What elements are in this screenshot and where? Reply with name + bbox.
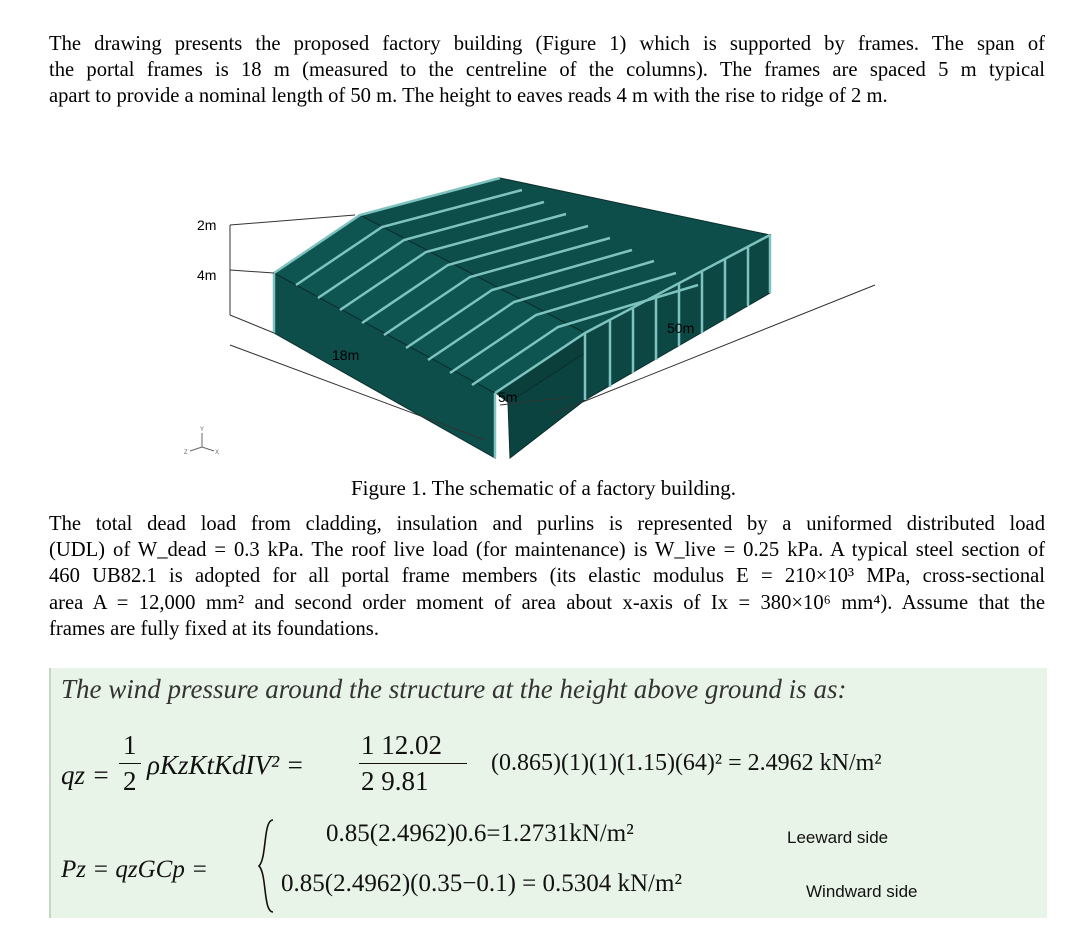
factory-building-figure bbox=[170, 175, 890, 465]
windward-label: Windward side bbox=[806, 882, 918, 901]
qz-equation bbox=[61, 730, 1041, 810]
leeward-label: Leeward side bbox=[787, 828, 889, 847]
axis-z-label: Z bbox=[184, 450, 188, 456]
loads-line: area A = 12,000 mm² and second order moment of area about x-axis of Ix = 380×10⁶ mm⁴). Assume that the bbox=[49, 591, 1045, 614]
intro-line: the portal frames is 18 m (measured to the centreline of the columns). The frames are spaced 5 m typical bbox=[49, 59, 1045, 82]
loads-line: The total dead load from cladding, insulation and purlins is represented by a uniformed distributed load bbox=[49, 513, 1045, 535]
qz-half-num: 1 bbox=[123, 730, 137, 760]
figure-caption: Figure 1. The schematic of a factory building. bbox=[350, 476, 737, 500]
intro-line: The drawing presents the proposed factory building (Figure 1) which is supported by frames. The span of bbox=[49, 33, 1045, 55]
loads-line: 460 UB82.1 is adopted for all portal frame members (its elastic modulus E = 210×10³ MPa, cross-sectional bbox=[49, 565, 1045, 588]
intro-line: apart to provide a nominal length of 50 m. The height to eaves reads 4 m with the rise to ridge of 2 m. bbox=[49, 85, 888, 108]
qz-coef-den: 2 9.81 bbox=[361, 766, 429, 796]
dim-spacing-label: 5m bbox=[498, 389, 518, 405]
pz-equation bbox=[61, 818, 1041, 918]
pz-lhs: Pz = qzGCp = bbox=[61, 856, 208, 883]
loads-paragraph bbox=[49, 511, 1045, 642]
qz-expr: ρKzKtKdIV² = bbox=[147, 750, 305, 780]
loads-line: frames are fully fixed at its foundations. bbox=[49, 617, 379, 640]
dim-ridge-label: 2m bbox=[197, 217, 217, 233]
qz-lhs: qz = bbox=[61, 760, 110, 790]
dim-eaves-label: 4m bbox=[197, 267, 217, 283]
dim-span-label: 18m bbox=[332, 347, 360, 363]
brace-icon bbox=[257, 818, 277, 914]
windward-expr: 0.85(2.4962)(0.35−0.1) = 0.5304 kN/m² bbox=[281, 870, 682, 897]
axis-triad bbox=[190, 433, 214, 451]
leeward-expr: 0.85(2.4962)0.6=1.2731kN/m² bbox=[326, 820, 634, 847]
fraction-bar bbox=[359, 763, 467, 764]
axis-x-label: X bbox=[215, 450, 220, 456]
qz-rest: (0.865)(1)(1)(1.15)(64)² = 2.4962 kN/m² bbox=[491, 750, 882, 776]
qz-half-den: 2 bbox=[123, 766, 137, 796]
dim-length-label: 50m bbox=[667, 320, 695, 336]
intro-paragraph bbox=[49, 31, 1045, 110]
fraction-bar bbox=[119, 763, 141, 764]
loads-line: (UDL) of W_dead = 0.3 kPa. The roof live load (for maintenance) is W_live = 0.25 kPa. A typical steel section of bbox=[49, 539, 1045, 562]
axis-y-label: Y bbox=[200, 427, 205, 433]
wind-title: The wind pressure around the structure at the height above ground is as: bbox=[61, 674, 847, 704]
qz-coef-num: 1 12.02 bbox=[361, 730, 442, 760]
wind-pressure-block bbox=[49, 668, 1047, 918]
